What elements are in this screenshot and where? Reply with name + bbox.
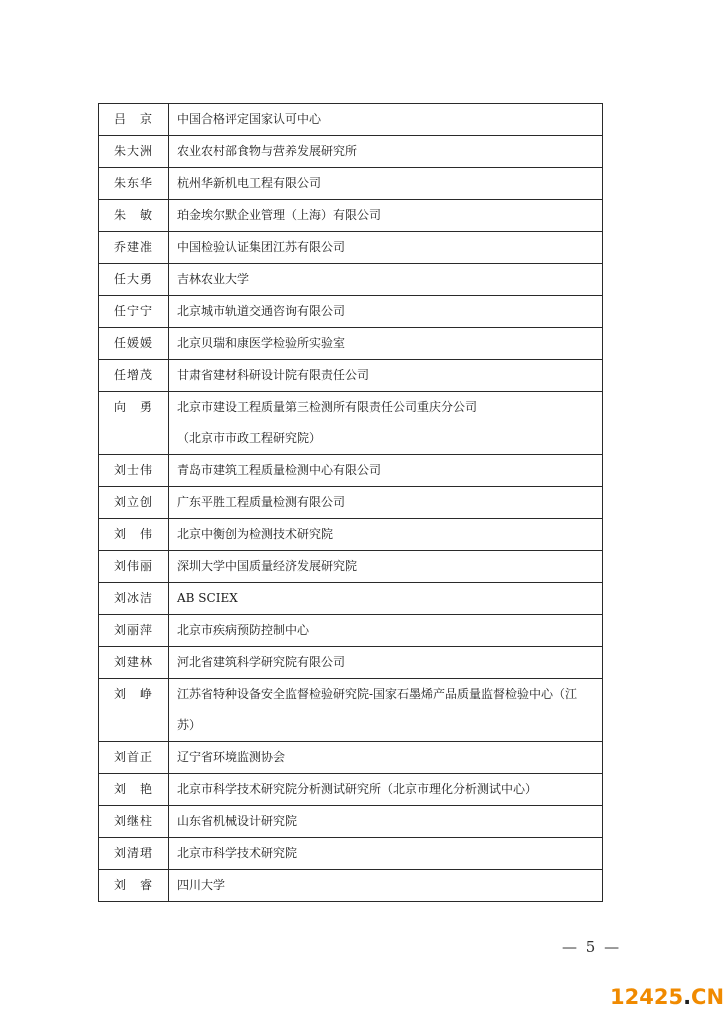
member-organization <box>169 392 603 455</box>
organization-line: 青岛市建筑工程质量检测中心有限公司 <box>177 463 382 477</box>
member-organization <box>169 232 603 264</box>
member-table <box>98 103 603 902</box>
table-row <box>99 838 603 870</box>
table-row <box>99 774 603 806</box>
member-organization <box>169 487 603 519</box>
member-name: 朱 敏 <box>99 200 169 232</box>
member-name: 刘 艳 <box>99 774 169 806</box>
table-row <box>99 296 603 328</box>
table-row <box>99 168 603 200</box>
member-name: 刘伟丽 <box>99 551 169 583</box>
organization-line: 北京市疾病预防控制中心 <box>177 623 310 637</box>
table-row <box>99 232 603 264</box>
member-organization <box>169 136 603 168</box>
table-row <box>99 360 603 392</box>
organization-line: 甘肃省建材科研设计院有限责任公司 <box>177 368 370 382</box>
organization-line: 北京市科学技术研究院分析测试研究所（北京市理化分析测试中心） <box>177 782 538 796</box>
member-table-body <box>99 104 603 902</box>
organization-line: 辽宁省环境监测协会 <box>177 750 286 764</box>
table-row <box>99 136 603 168</box>
member-name: 任大勇 <box>99 264 169 296</box>
organization-line: 广东平胜工程质量检测有限公司 <box>177 495 346 509</box>
member-organization <box>169 774 603 806</box>
member-organization <box>169 200 603 232</box>
organization-line: AB SCIEX <box>177 591 238 605</box>
member-name: 刘继柱 <box>99 806 169 838</box>
member-name: 任宁宁 <box>99 296 169 328</box>
watermark-number: 12425 <box>610 985 684 1009</box>
member-organization <box>169 583 603 615</box>
table-row <box>99 806 603 838</box>
member-organization <box>169 615 603 647</box>
member-organization <box>169 647 603 679</box>
member-organization <box>169 519 603 551</box>
member-name: 刘士伟 <box>99 455 169 487</box>
member-organization <box>169 296 603 328</box>
watermark-dot: . <box>683 985 692 1009</box>
member-name: 朱大洲 <box>99 136 169 168</box>
organization-line: 杭州华新机电工程有限公司 <box>177 176 322 190</box>
table-row <box>99 328 603 360</box>
member-name: 刘建林 <box>99 647 169 679</box>
table-row <box>99 392 603 455</box>
organization-line: 珀金埃尔默企业管理（上海）有限公司 <box>177 208 382 222</box>
table-row <box>99 200 603 232</box>
member-organization <box>169 264 603 296</box>
table-row <box>99 519 603 551</box>
page-number: — 5 — <box>562 938 622 956</box>
organization-line: 河北省建筑科学研究院有限公司 <box>177 655 346 669</box>
organization-line: 北京中衡创为检测技术研究院 <box>177 527 334 541</box>
member-name: 任增茂 <box>99 360 169 392</box>
member-organization <box>169 806 603 838</box>
member-organization <box>169 870 603 902</box>
member-name: 刘立创 <box>99 487 169 519</box>
member-organization <box>169 104 603 136</box>
table-row <box>99 615 603 647</box>
table-row <box>99 647 603 679</box>
member-name: 乔建准 <box>99 232 169 264</box>
table-row <box>99 742 603 774</box>
organization-line: 中国检验认证集团江苏有限公司 <box>177 240 346 254</box>
member-organization <box>169 360 603 392</box>
member-organization <box>169 455 603 487</box>
organization-line: 北京城市轨道交通咨询有限公司 <box>177 304 346 318</box>
table-row <box>99 455 603 487</box>
member-name: 任媛媛 <box>99 328 169 360</box>
table-row <box>99 264 603 296</box>
member-name: 刘 伟 <box>99 519 169 551</box>
member-organization <box>169 838 603 870</box>
organization-line: （北京市市政工程研究院） <box>177 431 322 445</box>
table-row <box>99 104 603 136</box>
organization-line: 吉林农业大学 <box>177 272 250 286</box>
table-row <box>99 679 603 742</box>
organization-line: 北京市建设工程质量第三检测所有限责任公司重庆分公司 <box>177 400 478 414</box>
member-name: 刘首正 <box>99 742 169 774</box>
table-row <box>99 487 603 519</box>
organization-line: 山东省机械设计研究院 <box>177 814 298 828</box>
organization-line: 中国合格评定国家认可中心 <box>177 112 322 126</box>
member-organization <box>169 679 603 742</box>
organization-line: 苏） <box>177 718 202 732</box>
member-name: 向 勇 <box>99 392 169 455</box>
member-organization <box>169 742 603 774</box>
organization-line: 农业农村部食物与营养发展研究所 <box>177 144 358 158</box>
organization-line: 深圳大学中国质量经济发展研究院 <box>177 559 358 573</box>
member-name: 刘丽萍 <box>99 615 169 647</box>
table-row <box>99 583 603 615</box>
member-name: 刘 睿 <box>99 870 169 902</box>
table-row <box>99 870 603 902</box>
member-name: 朱东华 <box>99 168 169 200</box>
member-name: 刘冰洁 <box>99 583 169 615</box>
organization-line: 北京贝瑞和康医学检验所实验室 <box>177 336 346 350</box>
member-organization <box>169 551 603 583</box>
member-organization <box>169 328 603 360</box>
member-name: 刘清珺 <box>99 838 169 870</box>
organization-line: 四川大学 <box>177 878 226 892</box>
site-watermark-logo <box>610 985 724 1009</box>
member-organization <box>169 168 603 200</box>
table-row <box>99 551 603 583</box>
member-name: 刘 峥 <box>99 679 169 742</box>
member-name: 吕 京 <box>99 104 169 136</box>
organization-line: 北京市科学技术研究院 <box>177 846 298 860</box>
watermark-suffix: CN <box>691 985 724 1009</box>
organization-line: 江苏省特种设备安全监督检验研究院-国家石墨烯产品质量监督检验中心（江 <box>177 687 578 701</box>
